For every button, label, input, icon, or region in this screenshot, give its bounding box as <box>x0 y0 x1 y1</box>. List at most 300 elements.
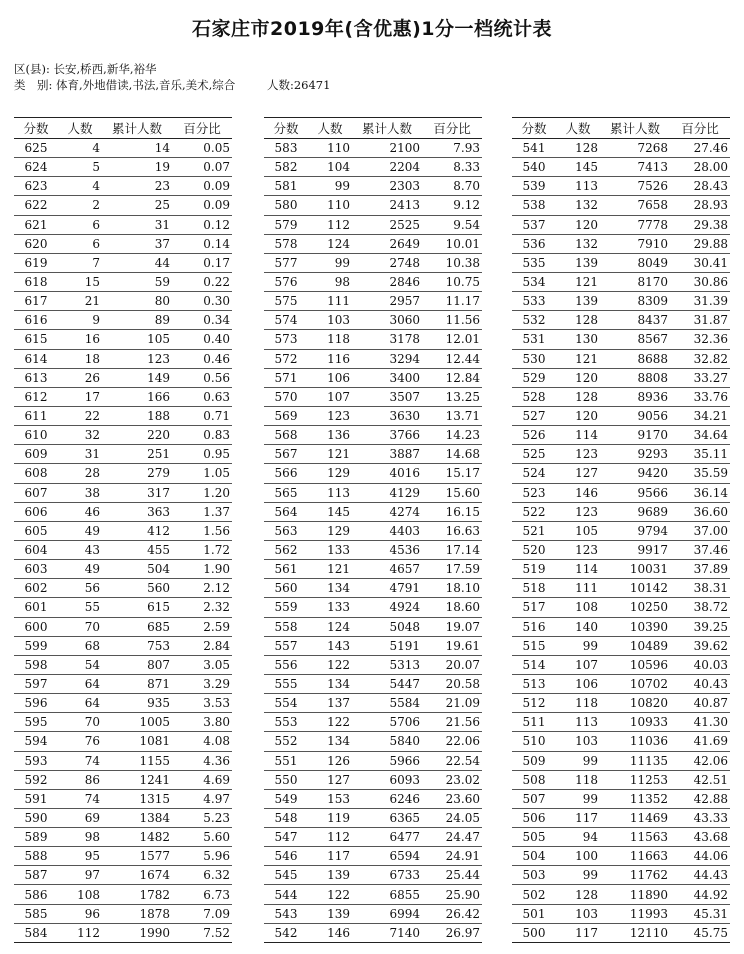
score-cell: 526 <box>512 426 556 445</box>
percent-cell: 41.69 <box>670 732 730 751</box>
count-cell: 2 <box>58 196 102 215</box>
percent-cell: 23.60 <box>422 789 482 808</box>
percent-cell: 3.05 <box>172 655 232 674</box>
score-cell: 603 <box>14 560 58 579</box>
table-row <box>264 387 482 406</box>
score-cell: 535 <box>512 253 556 272</box>
percent-cell: 21.56 <box>422 713 482 732</box>
cumulative-cell: 504 <box>102 560 172 579</box>
cumulative-cell: 6855 <box>352 885 422 904</box>
count-cell: 139 <box>308 904 352 923</box>
score-cell: 576 <box>264 272 308 291</box>
table-row <box>14 713 232 732</box>
cumulative-cell: 4403 <box>352 521 422 540</box>
score-cell: 624 <box>14 158 58 177</box>
score-cell: 527 <box>512 406 556 425</box>
column-header: 百分比 <box>670 118 730 139</box>
percent-cell: 19.61 <box>422 636 482 655</box>
percent-cell: 44.92 <box>670 885 730 904</box>
count-cell: 145 <box>556 158 600 177</box>
score-cell: 509 <box>512 751 556 770</box>
table-row <box>264 751 482 770</box>
score-cell: 512 <box>512 694 556 713</box>
cumulative-cell: 9293 <box>600 445 670 464</box>
percent-cell: 20.58 <box>422 674 482 693</box>
count-cell: 123 <box>556 502 600 521</box>
column-header: 分数 <box>512 118 556 139</box>
score-cell: 597 <box>14 674 58 693</box>
table-row <box>14 464 232 483</box>
cumulative-cell: 5840 <box>352 732 422 751</box>
score-table-1 <box>14 117 232 943</box>
score-cell: 538 <box>512 196 556 215</box>
score-cell: 617 <box>14 292 58 311</box>
table-row <box>264 445 482 464</box>
count-cell: 134 <box>308 579 352 598</box>
percent-cell: 17.59 <box>422 560 482 579</box>
district-line: 区(县): 长安,桥西,新华,裕华 <box>14 62 157 76</box>
count-cell: 120 <box>556 406 600 425</box>
count-cell: 117 <box>308 847 352 866</box>
percent-cell: 6.32 <box>172 866 232 885</box>
cumulative-cell: 5966 <box>352 751 422 770</box>
count-cell: 126 <box>308 751 352 770</box>
percent-cell: 18.60 <box>422 598 482 617</box>
count-cell: 113 <box>308 483 352 502</box>
table-row <box>14 406 232 425</box>
count-cell: 70 <box>58 713 102 732</box>
table-row <box>14 598 232 617</box>
count-cell: 54 <box>58 655 102 674</box>
table-row <box>512 311 730 330</box>
cumulative-cell: 8936 <box>600 387 670 406</box>
score-cell: 605 <box>14 521 58 540</box>
percent-cell: 30.41 <box>670 253 730 272</box>
score-cell: 502 <box>512 885 556 904</box>
score-cell: 608 <box>14 464 58 483</box>
cumulative-cell: 3507 <box>352 387 422 406</box>
count-cell: 99 <box>308 253 352 272</box>
score-cell: 544 <box>264 885 308 904</box>
percent-cell: 21.09 <box>422 694 482 713</box>
count-cell: 146 <box>556 483 600 502</box>
table-row <box>14 349 232 368</box>
cumulative-cell: 11890 <box>600 885 670 904</box>
column-header: 累计人数 <box>352 118 422 139</box>
score-table-3 <box>512 117 730 943</box>
count-cell: 70 <box>58 617 102 636</box>
cumulative-cell: 412 <box>102 521 172 540</box>
percent-cell: 10.38 <box>422 253 482 272</box>
score-cell: 593 <box>14 751 58 770</box>
count-cell: 22 <box>58 406 102 425</box>
percent-cell: 37.46 <box>670 540 730 559</box>
table-row <box>14 655 232 674</box>
cumulative-cell: 8567 <box>600 330 670 349</box>
count-cell: 38 <box>58 483 102 502</box>
table-row <box>512 540 730 559</box>
column-header: 累计人数 <box>102 118 172 139</box>
count-cell: 49 <box>58 560 102 579</box>
percent-cell: 36.14 <box>670 483 730 502</box>
count-cell: 100 <box>556 847 600 866</box>
score-cell: 501 <box>512 904 556 923</box>
count-cell: 117 <box>556 808 600 827</box>
count-cell: 132 <box>556 234 600 253</box>
table-row <box>14 674 232 693</box>
percent-cell: 2.12 <box>172 579 232 598</box>
table-row <box>264 923 482 942</box>
table-row <box>14 215 232 234</box>
table-row <box>264 560 482 579</box>
cumulative-cell: 5447 <box>352 674 422 693</box>
table-row <box>512 215 730 234</box>
table-row <box>512 598 730 617</box>
percent-cell: 13.71 <box>422 406 482 425</box>
count-cell: 107 <box>556 655 600 674</box>
percent-cell: 1.20 <box>172 483 232 502</box>
score-cell: 523 <box>512 483 556 502</box>
cumulative-cell: 2100 <box>352 139 422 158</box>
score-cell: 572 <box>264 349 308 368</box>
percent-cell: 42.06 <box>670 751 730 770</box>
table-row <box>512 885 730 904</box>
cumulative-cell: 3294 <box>352 349 422 368</box>
score-cell: 511 <box>512 713 556 732</box>
score-cell: 552 <box>264 732 308 751</box>
count-cell: 68 <box>58 636 102 655</box>
score-cell: 577 <box>264 253 308 272</box>
percent-cell: 0.12 <box>172 215 232 234</box>
count-cell: 118 <box>308 330 352 349</box>
count-cell: 56 <box>58 579 102 598</box>
cumulative-cell: 11469 <box>600 808 670 827</box>
score-cell: 562 <box>264 540 308 559</box>
cumulative-cell: 279 <box>102 464 172 483</box>
percent-cell: 28.43 <box>670 177 730 196</box>
score-cell: 561 <box>264 560 308 579</box>
table-row <box>14 445 232 464</box>
table-row <box>14 483 232 502</box>
percent-cell: 11.17 <box>422 292 482 311</box>
score-cell: 534 <box>512 272 556 291</box>
count-cell: 64 <box>58 674 102 693</box>
percent-cell: 1.56 <box>172 521 232 540</box>
count-cell: 46 <box>58 502 102 521</box>
cumulative-cell: 560 <box>102 579 172 598</box>
count-cell: 133 <box>308 598 352 617</box>
count-cell: 96 <box>58 904 102 923</box>
score-cell: 556 <box>264 655 308 674</box>
table-row <box>264 674 482 693</box>
percent-cell: 0.34 <box>172 311 232 330</box>
score-cell: 532 <box>512 311 556 330</box>
percent-cell: 15.60 <box>422 483 482 502</box>
cumulative-cell: 1674 <box>102 866 172 885</box>
cumulative-cell: 2748 <box>352 253 422 272</box>
count-cell: 43 <box>58 540 102 559</box>
percent-cell: 39.25 <box>670 617 730 636</box>
score-cell: 540 <box>512 158 556 177</box>
table-row <box>512 426 730 445</box>
percent-cell: 16.63 <box>422 521 482 540</box>
count-cell: 130 <box>556 330 600 349</box>
table-row <box>512 483 730 502</box>
percent-cell: 0.05 <box>172 139 232 158</box>
table-row <box>512 272 730 291</box>
count-cell: 18 <box>58 349 102 368</box>
score-cell: 515 <box>512 636 556 655</box>
count-cell: 104 <box>308 158 352 177</box>
cumulative-cell: 1782 <box>102 885 172 904</box>
score-cell: 586 <box>14 885 58 904</box>
table-row <box>264 540 482 559</box>
table-row <box>264 713 482 732</box>
score-cell: 590 <box>14 808 58 827</box>
table-row <box>14 521 232 540</box>
table-row <box>264 598 482 617</box>
column-header: 人数 <box>58 118 102 139</box>
count-cell: 137 <box>308 694 352 713</box>
percent-cell: 0.22 <box>172 272 232 291</box>
count-cell: 121 <box>556 349 600 368</box>
table-row <box>264 234 482 253</box>
score-cell: 623 <box>14 177 58 196</box>
percent-cell: 0.46 <box>172 349 232 368</box>
score-cell: 513 <box>512 674 556 693</box>
percent-cell: 32.36 <box>670 330 730 349</box>
cumulative-cell: 37 <box>102 234 172 253</box>
table-row <box>14 139 232 158</box>
score-cell: 529 <box>512 368 556 387</box>
score-table-2 <box>264 117 482 943</box>
score-cell: 625 <box>14 139 58 158</box>
score-cell: 516 <box>512 617 556 636</box>
table-row <box>14 311 232 330</box>
table-row <box>264 732 482 751</box>
table-row <box>512 904 730 923</box>
count-cell: 49 <box>58 521 102 540</box>
percent-cell: 7.93 <box>422 139 482 158</box>
cumulative-cell: 149 <box>102 368 172 387</box>
cumulative-cell: 1384 <box>102 808 172 827</box>
table-row <box>14 866 232 885</box>
count-cell: 17 <box>58 387 102 406</box>
score-cell: 558 <box>264 617 308 636</box>
table-row <box>264 311 482 330</box>
table-row <box>14 387 232 406</box>
score-cell: 588 <box>14 847 58 866</box>
cumulative-cell: 8437 <box>600 311 670 330</box>
table-row <box>14 502 232 521</box>
percent-cell: 13.25 <box>422 387 482 406</box>
score-cell: 520 <box>512 540 556 559</box>
count-cell: 127 <box>556 464 600 483</box>
percent-cell: 0.09 <box>172 196 232 215</box>
percent-cell: 23.02 <box>422 770 482 789</box>
cumulative-cell: 1990 <box>102 923 172 942</box>
page-title: 石家庄市2019年(含优惠)1分一档统计表 <box>192 18 552 40</box>
score-cell: 545 <box>264 866 308 885</box>
table-row <box>14 292 232 311</box>
percent-cell: 0.07 <box>172 158 232 177</box>
cumulative-cell: 6477 <box>352 828 422 847</box>
percent-cell: 11.56 <box>422 311 482 330</box>
cumulative-cell: 6246 <box>352 789 422 808</box>
count-cell: 139 <box>308 866 352 885</box>
cumulative-cell: 251 <box>102 445 172 464</box>
cumulative-cell: 3630 <box>352 406 422 425</box>
score-cell: 553 <box>264 713 308 732</box>
cumulative-cell: 3887 <box>352 445 422 464</box>
cumulative-cell: 7778 <box>600 215 670 234</box>
count-cell: 118 <box>556 770 600 789</box>
table-row <box>264 158 482 177</box>
cumulative-cell: 9056 <box>600 406 670 425</box>
score-cell: 571 <box>264 368 308 387</box>
table-row <box>264 636 482 655</box>
count-cell: 133 <box>308 540 352 559</box>
score-cell: 528 <box>512 387 556 406</box>
column-header: 百分比 <box>422 118 482 139</box>
table-row <box>512 560 730 579</box>
count-cell: 119 <box>308 808 352 827</box>
count-cell: 94 <box>556 828 600 847</box>
table-row <box>264 253 482 272</box>
score-cell: 551 <box>264 751 308 770</box>
table-row <box>264 139 482 158</box>
percent-cell: 1.90 <box>172 560 232 579</box>
table-row <box>264 655 482 674</box>
cumulative-cell: 10031 <box>600 560 670 579</box>
score-cell: 585 <box>14 904 58 923</box>
cumulative-cell: 123 <box>102 349 172 368</box>
table-row <box>512 751 730 770</box>
percent-cell: 17.14 <box>422 540 482 559</box>
score-cell: 581 <box>264 177 308 196</box>
count-cell: 95 <box>58 847 102 866</box>
table-header <box>14 118 232 139</box>
score-cell: 614 <box>14 349 58 368</box>
score-cell: 555 <box>264 674 308 693</box>
score-cell: 510 <box>512 732 556 751</box>
cumulative-cell: 7140 <box>352 923 422 942</box>
score-cell: 580 <box>264 196 308 215</box>
percent-cell: 36.60 <box>670 502 730 521</box>
percent-cell: 26.97 <box>422 923 482 942</box>
count-cell: 74 <box>58 789 102 808</box>
table-row <box>14 808 232 827</box>
score-cell: 569 <box>264 406 308 425</box>
score-cell: 546 <box>264 847 308 866</box>
score-cell: 541 <box>512 139 556 158</box>
percent-cell: 28.00 <box>670 158 730 177</box>
score-cell: 583 <box>264 139 308 158</box>
cumulative-cell: 12110 <box>600 923 670 942</box>
table-row <box>14 789 232 808</box>
count-cell: 129 <box>308 464 352 483</box>
cumulative-cell: 685 <box>102 617 172 636</box>
score-cell: 524 <box>512 464 556 483</box>
percent-cell: 2.84 <box>172 636 232 655</box>
score-cell: 570 <box>264 387 308 406</box>
percent-cell: 40.43 <box>670 674 730 693</box>
percent-cell: 29.38 <box>670 215 730 234</box>
cumulative-cell: 1005 <box>102 713 172 732</box>
cumulative-cell: 14 <box>102 139 172 158</box>
table-row <box>14 770 232 789</box>
table-row <box>14 751 232 770</box>
score-cell: 557 <box>264 636 308 655</box>
score-cell: 517 <box>512 598 556 617</box>
cumulative-cell: 5191 <box>352 636 422 655</box>
cumulative-cell: 11135 <box>600 751 670 770</box>
column-header: 人数 <box>556 118 600 139</box>
cumulative-cell: 4016 <box>352 464 422 483</box>
percent-cell: 0.14 <box>172 234 232 253</box>
count-cell: 127 <box>308 770 352 789</box>
score-cell: 568 <box>264 426 308 445</box>
score-cell: 615 <box>14 330 58 349</box>
cumulative-cell: 23 <box>102 177 172 196</box>
table-row <box>512 808 730 827</box>
table-row <box>512 177 730 196</box>
count-cell: 107 <box>308 387 352 406</box>
cumulative-cell: 807 <box>102 655 172 674</box>
table-row <box>512 674 730 693</box>
percent-cell: 43.68 <box>670 828 730 847</box>
cumulative-cell: 7268 <box>600 139 670 158</box>
cumulative-cell: 10390 <box>600 617 670 636</box>
percent-cell: 1.72 <box>172 540 232 559</box>
table-row <box>512 502 730 521</box>
cumulative-cell: 3060 <box>352 311 422 330</box>
table-row <box>264 904 482 923</box>
count-cell: 122 <box>308 655 352 674</box>
cumulative-cell: 2649 <box>352 234 422 253</box>
table-row <box>14 694 232 713</box>
table-row <box>264 406 482 425</box>
cumulative-cell: 19 <box>102 158 172 177</box>
table-row <box>264 330 482 349</box>
score-cell: 606 <box>14 502 58 521</box>
count-cell: 128 <box>556 387 600 406</box>
score-cell: 547 <box>264 828 308 847</box>
percent-cell: 9.54 <box>422 215 482 234</box>
score-cell: 548 <box>264 808 308 827</box>
score-cell: 542 <box>264 923 308 942</box>
score-cell: 505 <box>512 828 556 847</box>
column-header: 分数 <box>264 118 308 139</box>
column-header: 分数 <box>14 118 58 139</box>
score-cell: 599 <box>14 636 58 655</box>
cumulative-cell: 871 <box>102 674 172 693</box>
count-cell: 114 <box>556 560 600 579</box>
score-cell: 598 <box>14 655 58 674</box>
percent-cell: 38.72 <box>670 598 730 617</box>
score-cell: 612 <box>14 387 58 406</box>
table-row <box>14 847 232 866</box>
percent-cell: 22.06 <box>422 732 482 751</box>
count-cell: 145 <box>308 502 352 521</box>
table-row <box>14 196 232 215</box>
percent-cell: 3.53 <box>172 694 232 713</box>
score-cell: 522 <box>512 502 556 521</box>
cumulative-cell: 2957 <box>352 292 422 311</box>
student-count: 人数:26471 <box>266 78 331 92</box>
count-cell: 99 <box>556 751 600 770</box>
cumulative-cell: 11253 <box>600 770 670 789</box>
